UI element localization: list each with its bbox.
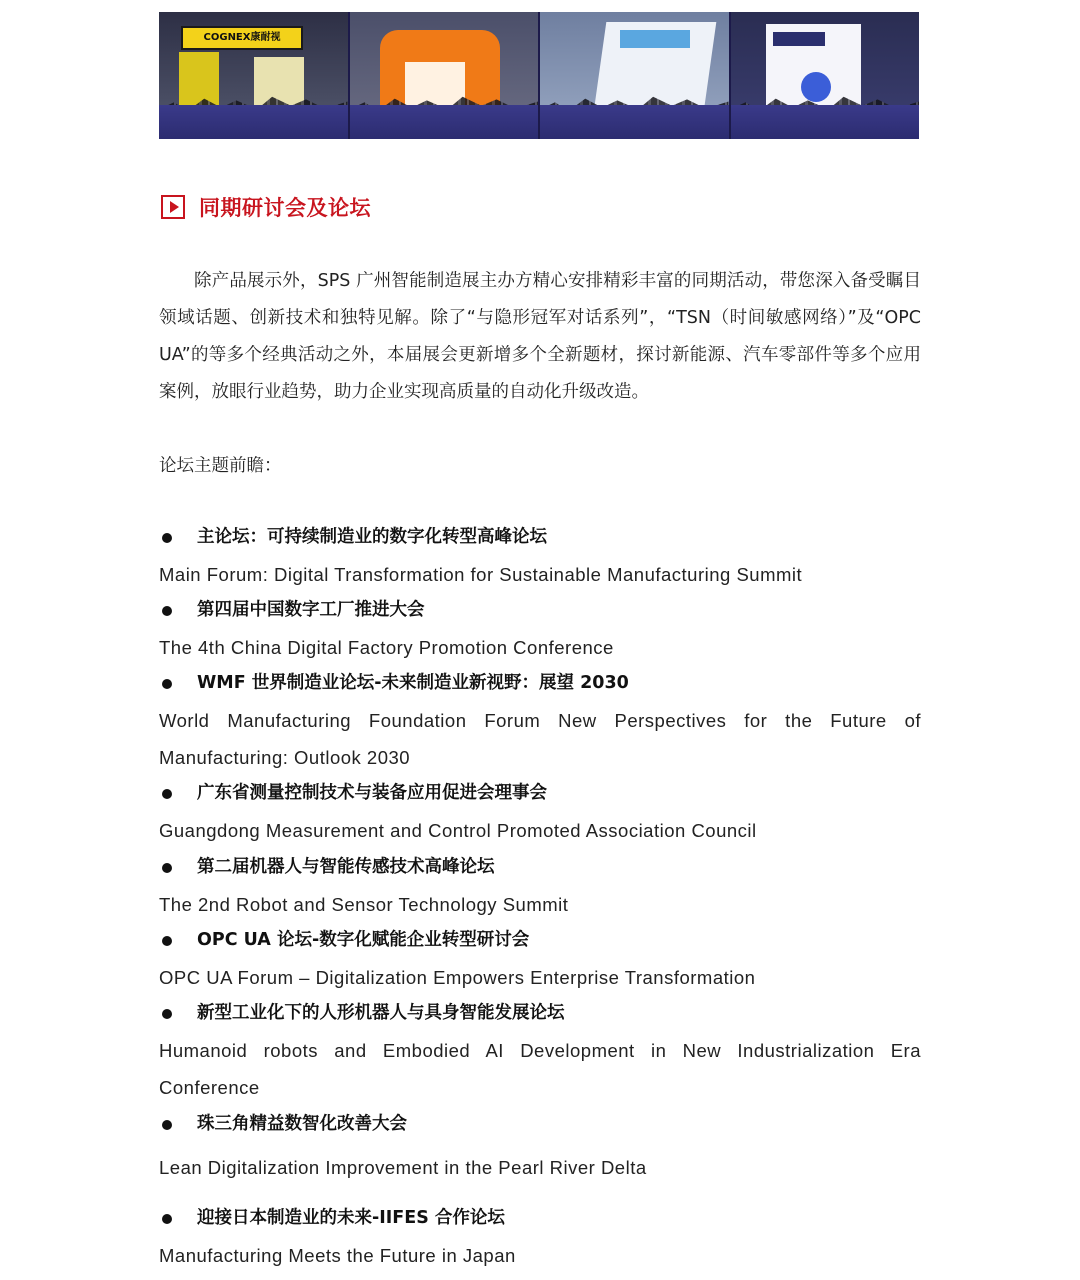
forum-item-en: OPC UA Forum – Digitalization Empowers Enterprise Transformation	[159, 967, 756, 988]
bullet-icon	[162, 789, 172, 799]
forum-item-en: The 2nd Robot and Sensor Technology Summit	[159, 894, 569, 915]
forum-item-cn	[159, 519, 921, 556]
bullet-icon	[162, 1009, 172, 1019]
bullet-icon	[162, 1214, 172, 1224]
forum-item-cn	[159, 1200, 921, 1237]
forum-item-en: The 4th China Digital Factory Promotion Conference	[159, 637, 614, 658]
play-icon	[161, 195, 185, 219]
forum-cn-title: OPC UA 论坛-数字化赋能企业转型研讨会	[197, 930, 530, 950]
forum-item-en: Main Forum: Digital Transformation for Sustainable Manufacturing Summit	[159, 564, 803, 585]
forum-item-cn	[159, 665, 921, 702]
forum-item-cn	[159, 1106, 921, 1143]
forum-cn-title: WMF 世界制造业论坛-未来制造业新视野：展望 2030	[197, 673, 629, 693]
bullet-icon	[162, 936, 172, 946]
bullet-icon	[162, 533, 172, 543]
photo-blue-booth	[731, 12, 920, 139]
bullet-icon	[162, 1120, 172, 1130]
section-heading	[161, 192, 371, 222]
forum-item-cn	[159, 775, 921, 812]
forum-item-cn	[159, 849, 921, 886]
forum-item-en: World Manufacturing Foundation Forum New Perspectives for the Future of Manufacturing: Outlook 2030	[159, 710, 921, 768]
cognex-sign: COGNEX康耐视	[181, 26, 303, 50]
intro-paragraph: 除产品展示外，SPS 广州智能制造展主办方精心安排精彩丰富的同期活动，带您深入备受瞩目领域话题、创新技术和独特见解。除了“与隐形冠军对话系列”，“TSN（时间敏感网络）”及“OPC UA”的等多个经典活动之外，本届展会更新增多个全新题材，探讨新能源、汽车零部件等多个应用案例，放眼行业趋势，助力企业实现高质量的自动化升级改造。	[159, 271, 921, 402]
forum-cn-title: 新型工业化下的人形机器人与具身智能发展论坛	[197, 1003, 565, 1023]
bullet-icon	[162, 679, 172, 689]
forum-item-en: Manufacturing Meets the Future in Japan	[159, 1245, 516, 1266]
photo-white-booth	[540, 12, 729, 139]
photo-cognex-booth	[159, 12, 348, 139]
bullet-icon	[162, 606, 172, 616]
forum-cn-title: 第四届中国数字工厂推进大会	[197, 600, 425, 620]
exhibition-photo-strip	[159, 12, 919, 139]
forum-cn-title: 主论坛：可持续制造业的数字化转型高峰论坛	[197, 527, 547, 547]
forum-item-cn	[159, 922, 921, 959]
forum-item-en: Humanoid robots and Embodied AI Development in New Industrialization Era Conference	[159, 1040, 921, 1098]
forum-item-en: Guangdong Measurement and Control Promoted Association Council	[159, 820, 757, 841]
photo-orange-booth	[350, 12, 539, 139]
forum-item-cn	[159, 592, 921, 629]
forum-item-en: Lean Digitalization Improvement in the Pearl River Delta	[159, 1157, 647, 1178]
forum-cn-title: 珠三角精益数智化改善大会	[197, 1114, 407, 1134]
forum-cn-title: 第二届机器人与智能传感技术高峰论坛	[197, 857, 495, 877]
forum-item-cn	[159, 995, 921, 1032]
forum-cn-title: 广东省测量控制技术与装备应用促进会理事会	[197, 783, 547, 803]
section-title: 同期研讨会及论坛	[199, 196, 371, 220]
forum-cn-title: 迎接日本制造业的未来-IIFES 合作论坛	[197, 1208, 505, 1228]
forum-preview-label: 论坛主题前瞻：	[159, 456, 282, 476]
bullet-icon	[162, 863, 172, 873]
